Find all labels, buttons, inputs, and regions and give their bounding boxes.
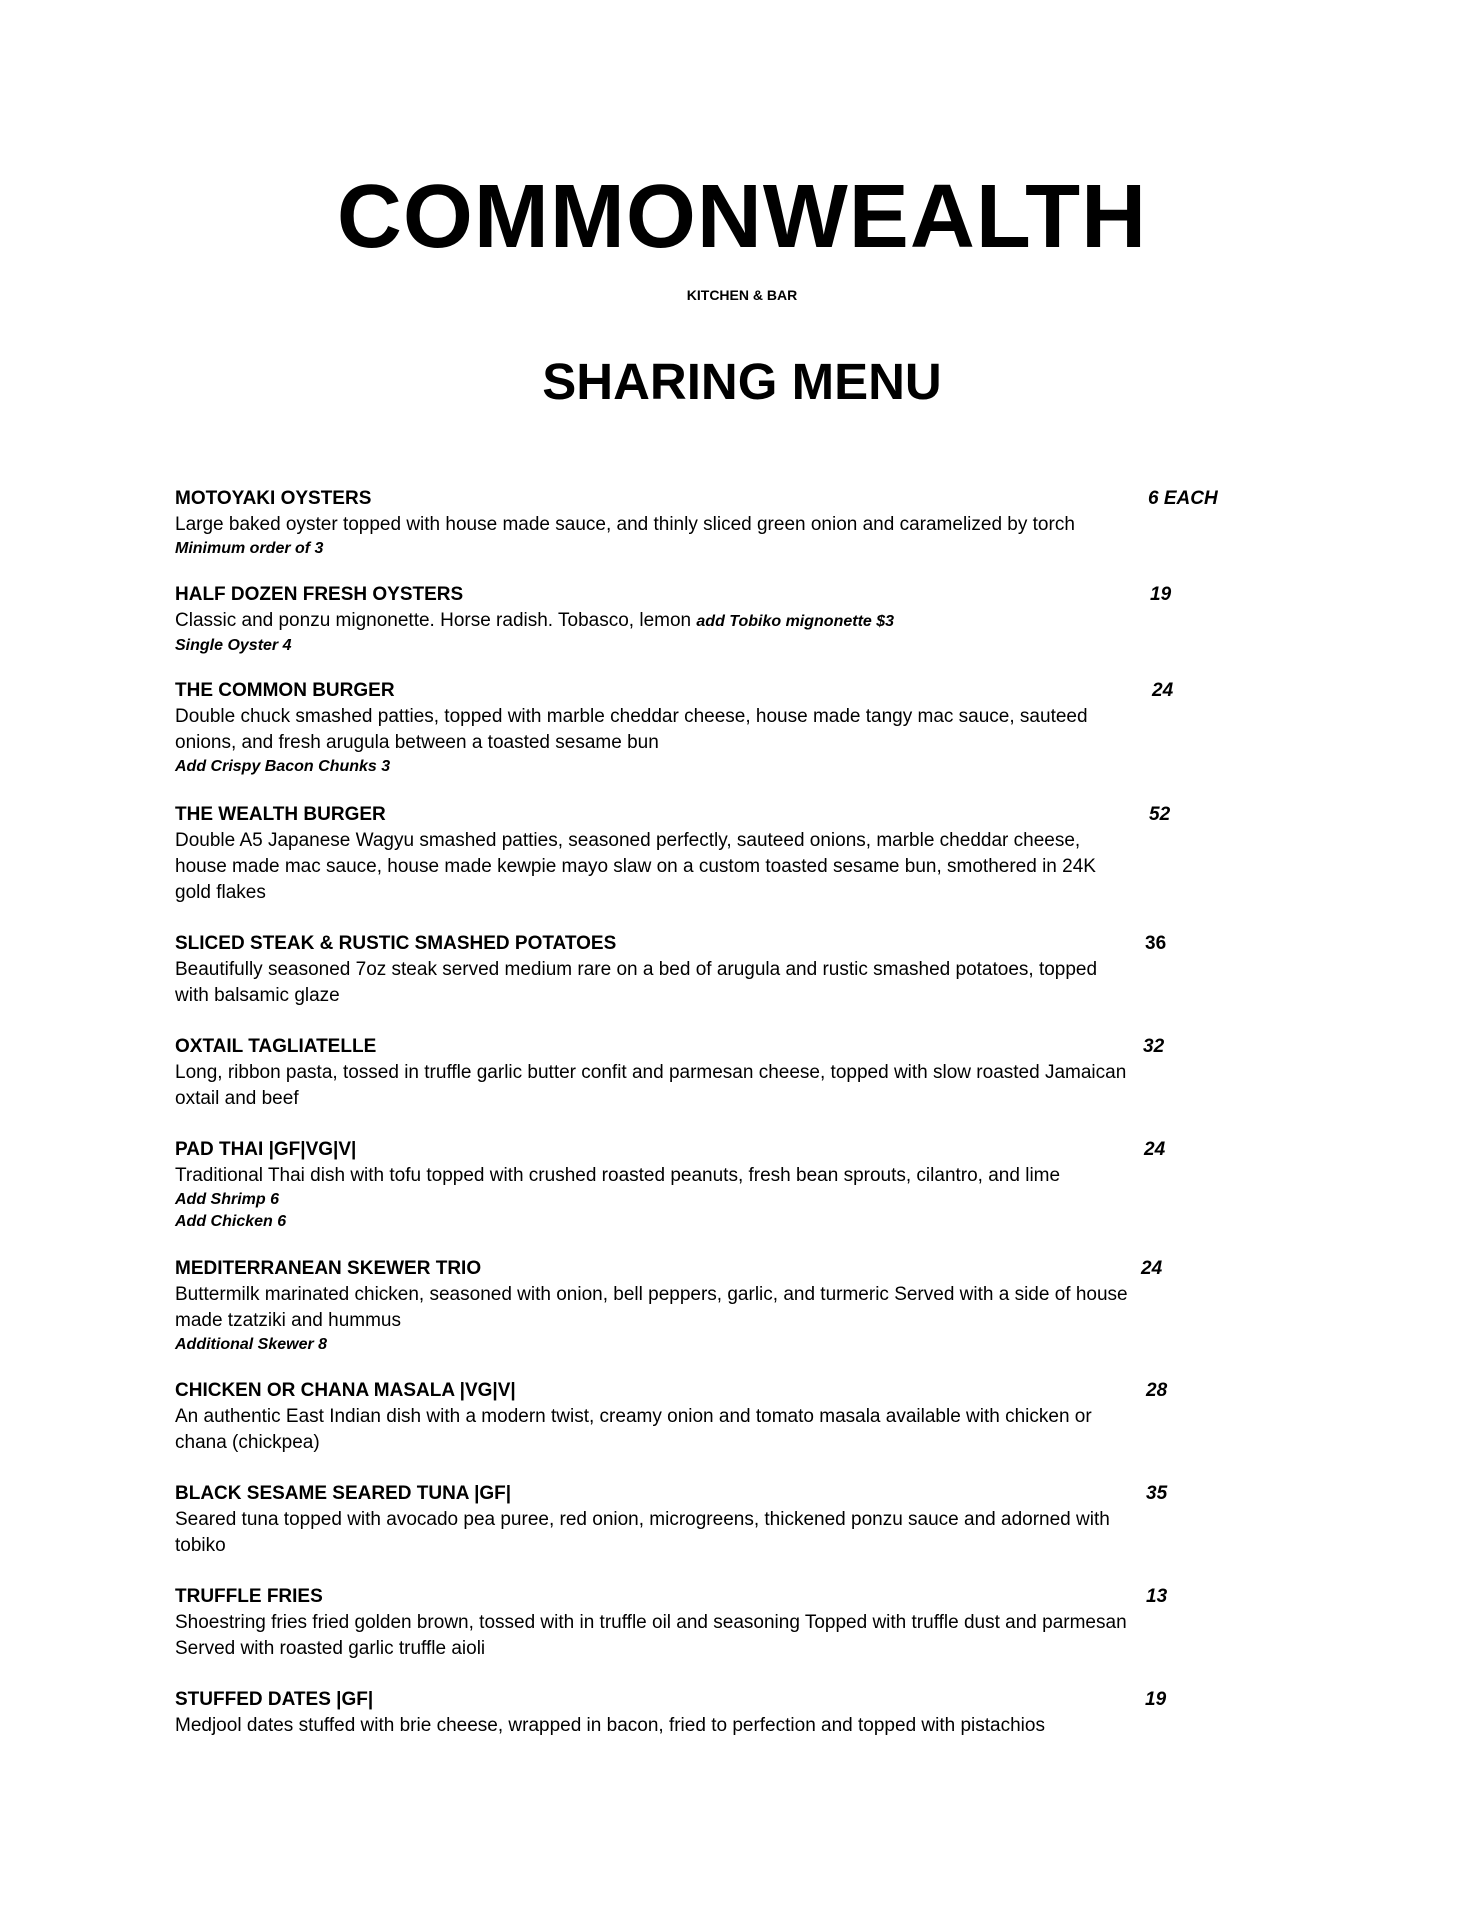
menu-item-description-text: Classic and ponzu mignonette. Horse radish. Tobasco, lemon xyxy=(175,610,692,631)
menu-item-price: 19 xyxy=(1145,1689,1167,1710)
menu-item-name: MOTOYAKI OYSTERS xyxy=(175,488,372,509)
menu-item-description xyxy=(175,704,1135,756)
menu-item-description xyxy=(175,512,1135,538)
menu-item-description-text: Double chuck smashed patties, topped with marble cheddar cheese, house made tangy mac sauce, sauteed onions, and fresh arugula between a toasted sesame bun xyxy=(175,706,1088,753)
menu-title: SHARING MENU xyxy=(542,353,942,410)
menu-item-name: STUFFED DATES |GF| xyxy=(175,1689,374,1710)
menu-item xyxy=(175,931,1355,1009)
menu-item-description xyxy=(175,1610,1135,1662)
menu-item xyxy=(175,802,1355,906)
menu-item-description xyxy=(175,608,1135,635)
menu-item-description-text: Buttermilk marinated chicken, seasoned with onion, bell peppers, garlic, and turmeric Served with a side of house made tzatziki and hummus xyxy=(175,1284,1128,1331)
menu-item-description xyxy=(175,1282,1135,1334)
menu-item-name: PAD THAI |GF|VG|V| xyxy=(175,1139,357,1160)
menu-item xyxy=(175,582,1355,657)
menu-item-name: OXTAIL TAGLIATELLE xyxy=(175,1036,377,1057)
menu-item xyxy=(175,486,1355,560)
menu-item-note: Additional Skewer 8 xyxy=(175,1336,328,1353)
menu-item-price: 13 xyxy=(1146,1586,1168,1607)
menu-item-description xyxy=(175,1163,1135,1189)
menu-item-price: 24 xyxy=(1141,1258,1163,1279)
menu-item xyxy=(175,1256,1355,1356)
menu-item-price: 36 xyxy=(1145,933,1167,954)
menu-item-description-text: Seared tuna topped with avocado pea puree, red onion, microgreens, thickened ponzu sauce and adorned with tobiko xyxy=(175,1509,1110,1556)
menu-item-name: TRUFFLE FRIES xyxy=(175,1586,323,1607)
menu-item-description-text: Double A5 Japanese Wagyu smashed patties, seasoned perfectly, sauteed onions, marble cheddar cheese, house made mac sauce, house made kewpie mayo slaw on a custom toasted sesame bun, smothered in 24K gold flakes xyxy=(175,830,1096,903)
menu-item-price: 32 xyxy=(1143,1036,1165,1057)
menu-item-price: 35 xyxy=(1146,1483,1168,1504)
menu-item-description-text: Long, ribbon pasta, tossed in truffle garlic butter confit and parmesan cheese, topped with slow roasted Jamaican oxtail and beef xyxy=(175,1062,1127,1109)
menu-item-description xyxy=(175,1507,1135,1559)
menu-item-name: BLACK SESAME SEARED TUNA |GF| xyxy=(175,1483,512,1504)
menu-item-description xyxy=(175,1060,1135,1112)
menu-item-description-text: An authentic East Indian dish with a modern twist, creamy onion and tomato masala available with chicken or chana (chickpea) xyxy=(175,1406,1092,1453)
menu-item xyxy=(175,1687,1355,1739)
menu-item-price: 24 xyxy=(1152,680,1174,701)
restaurant-tagline: KITCHEN & BAR xyxy=(686,287,798,303)
menu-item-description-text: Beautifully seasoned 7oz steak served medium rare on a bed of arugula and rustic smashed potatoes, topped with balsamic glaze xyxy=(175,959,1098,1006)
menu-item-name: THE COMMON BURGER xyxy=(175,680,395,701)
menu-item-name: HALF DOZEN FRESH OYSTERS xyxy=(175,584,464,605)
menu-item-name: MEDITERRANEAN SKEWER TRIO xyxy=(175,1258,482,1279)
menu-item xyxy=(175,1378,1355,1456)
menu-item-price: 24 xyxy=(1144,1139,1166,1160)
menu-item-description-text: Traditional Thai dish with tofu topped with crushed roasted peanuts, fresh bean sprouts, cilantro, and lime xyxy=(175,1165,1061,1186)
menu-item-description-text: Shoestring fries fried golden brown, tossed with in truffle oil and seasoning Topped with truffle dust and parmesan Served with roasted garlic truffle aioli xyxy=(175,1612,1127,1659)
menu-item xyxy=(175,1137,1355,1233)
menu-item-addon-note: add Tobiko mignonette $3 xyxy=(696,613,895,630)
restaurant-name: COMMONWEALTH xyxy=(336,167,1148,267)
menu-item-description xyxy=(175,1713,1135,1739)
menu-item-name: CHICKEN OR CHANA MASALA |VG|V| xyxy=(175,1380,516,1401)
menu-item-note: Add Crispy Bacon Chunks 3 xyxy=(175,758,391,775)
menu-item xyxy=(175,1481,1355,1559)
menu-item xyxy=(175,678,1355,778)
menu-item-description-text: Medjool dates stuffed with brie cheese, wrapped in bacon, fried to perfection and topped with pistachios xyxy=(175,1715,1045,1736)
menu-item-description-text: Large baked oyster topped with house made sauce, and thinly sliced green onion and caramelized by torch xyxy=(175,514,1075,535)
menu-item-description xyxy=(175,957,1135,1009)
menu-item-note: Single Oyster 4 xyxy=(175,637,292,654)
menu-item xyxy=(175,1034,1355,1112)
menu-item-name: THE WEALTH BURGER xyxy=(175,804,386,825)
menu-item-price: 52 xyxy=(1149,804,1171,825)
menu-item-price: 6 EACH xyxy=(1148,488,1218,509)
menu-item-note: Minimum order of 3 xyxy=(175,540,324,557)
menu-item-name: SLICED STEAK & RUSTIC SMASHED POTATOES xyxy=(175,933,617,954)
menu-item-description xyxy=(175,828,1135,906)
menu-item-price: 19 xyxy=(1150,584,1172,605)
menu-item-price: 28 xyxy=(1146,1380,1168,1401)
menu-item xyxy=(175,1584,1355,1662)
menu-item-note: Add Shrimp 6 xyxy=(175,1191,280,1208)
menu-item-note: Add Chicken 6 xyxy=(175,1213,287,1230)
menu-item-description xyxy=(175,1404,1135,1456)
